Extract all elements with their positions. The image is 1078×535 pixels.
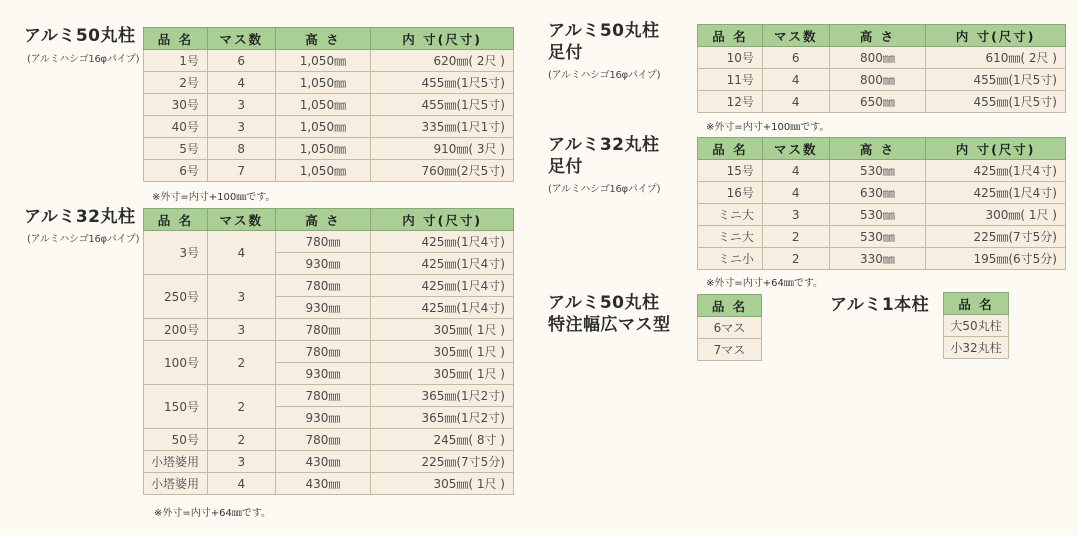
height-cell: 780㎜ [275,385,371,407]
section-title-single: アルミ1本柱 [830,295,930,315]
table-wide [697,294,762,361]
column-header: 品 名 [944,293,1009,315]
note-a32: ※外寸=内寸+64㎜です。 [154,508,272,519]
height-cell: 930㎜ [275,253,371,275]
table-row [698,339,762,361]
count-cell: 4 [762,182,829,204]
name-cell: 15号 [698,160,763,182]
note-a32ft: ※外寸=内寸+64㎜です。 [706,278,824,289]
name-cell: 6マス [698,317,762,339]
column-header: マス数 [207,209,275,231]
name-cell: 150号 [144,385,208,429]
inner-size-cell: 455㎜(1尺5寸) [371,94,514,116]
table-header-row [144,209,514,231]
inner-size-cell: 225㎜(7寸5分) [371,451,514,473]
column-header: 品 名 [144,28,208,50]
height-cell: 430㎜ [275,473,371,495]
table-row [144,50,514,72]
count-cell: 3 [207,116,275,138]
inner-size-cell: 335㎜(1尺1寸) [371,116,514,138]
name-cell: 200号 [144,319,208,341]
count-cell: 6 [207,50,275,72]
table-row [144,429,514,451]
table-row [698,160,1066,182]
table-row [698,226,1066,248]
name-cell: 250号 [144,275,208,319]
section-subtitle-a32ft: (アルミハシゴ16φパイプ) [548,184,661,195]
table-row [144,385,514,407]
section-title-a32: アルミ32丸柱 [24,207,136,227]
height-cell: 1,050㎜ [275,50,371,72]
count-cell: 4 [207,72,275,94]
table-a50ft [697,24,1066,113]
inner-size-cell: 425㎜(1尺4寸) [371,253,514,275]
section-title-wide-2: 特注幅広マス型 [548,315,671,335]
column-header: 高 さ [275,209,371,231]
name-cell: 100号 [144,341,208,385]
inner-size-cell: 910㎜( 3尺 ) [371,138,514,160]
inner-size-cell: 620㎜( 2尺 ) [371,50,514,72]
table-a50 [143,27,514,182]
section-subtitle-a50: (アルミハシゴ16φパイプ) [27,54,140,65]
column-header: 内 寸(尺寸) [371,28,514,50]
count-cell: 3 [207,451,275,473]
table-row [944,337,1009,359]
name-cell: 50号 [144,429,208,451]
column-header: 高 さ [829,25,926,47]
column-header: 高 さ [275,28,371,50]
count-cell: 7 [207,160,275,182]
count-cell: 4 [762,160,829,182]
inner-size-cell: 365㎜(1尺2寸) [371,407,514,429]
height-cell: 1,050㎜ [275,160,371,182]
name-cell: 5号 [144,138,208,160]
table-row [144,116,514,138]
inner-size-cell: 610㎜( 2尺 ) [926,47,1066,69]
height-cell: 800㎜ [829,69,926,91]
table-row [698,317,762,339]
height-cell: 1,050㎜ [275,94,371,116]
column-header: 内 寸(尺寸) [926,138,1066,160]
name-cell: 11号 [698,69,763,91]
table-row [144,160,514,182]
inner-size-cell: 305㎜( 1尺 ) [371,319,514,341]
section-title-a32ft: アルミ32丸柱 [548,135,660,155]
inner-size-cell: 455㎜(1尺5寸) [926,91,1066,113]
name-cell: ミニ大 [698,226,763,248]
section-title-wide: アルミ50丸柱 [548,293,660,313]
column-header: マス数 [762,138,829,160]
count-cell: 3 [762,204,829,226]
section-subtitle-a50ft: (アルミハシゴ16φパイプ) [548,70,661,81]
inner-size-cell: 425㎜(1尺4寸) [926,182,1066,204]
height-cell: 780㎜ [275,275,371,297]
column-header: マス数 [762,25,829,47]
height-cell: 930㎜ [275,363,371,385]
inner-size-cell: 760㎜(2尺5寸) [371,160,514,182]
table-single [943,292,1009,359]
name-cell: ミニ大 [698,204,763,226]
table-row [144,341,514,363]
column-header: 高 さ [829,138,926,160]
table-row [698,69,1066,91]
height-cell: 780㎜ [275,341,371,363]
column-header: マス数 [207,28,275,50]
name-cell: 6号 [144,160,208,182]
height-cell: 630㎜ [829,182,926,204]
table-row [144,94,514,116]
section-subtitle-a32: (アルミハシゴ16φパイプ) [27,234,140,245]
note-a50ft: ※外寸=内寸+100㎜です。 [706,122,830,133]
section-title-a32ft-2: 足付 [548,157,583,177]
height-cell: 780㎜ [275,231,371,253]
table-row [144,275,514,297]
name-cell: 40号 [144,116,208,138]
inner-size-cell: 365㎜(1尺2寸) [371,385,514,407]
inner-size-cell: 455㎜(1尺5寸) [926,69,1066,91]
name-cell: 30号 [144,94,208,116]
height-cell: 930㎜ [275,297,371,319]
table-row [144,72,514,94]
column-header: 内 寸(尺寸) [926,25,1066,47]
table-header-row [698,295,762,317]
column-header: 品 名 [698,295,762,317]
inner-size-cell: 455㎜(1尺5寸) [371,72,514,94]
table-header-row [698,138,1066,160]
height-cell: 1,050㎜ [275,72,371,94]
count-cell: 4 [207,473,275,495]
inner-size-cell: 245㎜( 8寸 ) [371,429,514,451]
table-row [144,138,514,160]
inner-size-cell: 425㎜(1尺4寸) [371,231,514,253]
table-a32 [143,208,514,495]
name-cell: 小塔婆用 [144,451,208,473]
inner-size-cell: 300㎜( 1尺 ) [926,204,1066,226]
count-cell: 2 [207,429,275,451]
column-header: 品 名 [144,209,208,231]
count-cell: 2 [762,248,829,270]
note-a50: ※外寸=内寸+100㎜です。 [152,192,276,203]
inner-size-cell: 425㎜(1尺4寸) [926,160,1066,182]
count-cell: 4 [762,69,829,91]
count-cell: 8 [207,138,275,160]
table-row [698,182,1066,204]
height-cell: 1,050㎜ [275,116,371,138]
inner-size-cell: 225㎜(7寸5分) [926,226,1066,248]
column-header: 品 名 [698,138,763,160]
height-cell: 780㎜ [275,319,371,341]
name-cell: 16号 [698,182,763,204]
height-cell: 650㎜ [829,91,926,113]
height-cell: 1,050㎜ [275,138,371,160]
section-title-a50ft-2: 足付 [548,43,583,63]
name-cell: 大50丸柱 [944,315,1009,337]
name-cell: 1号 [144,50,208,72]
inner-size-cell: 305㎜( 1尺 ) [371,341,514,363]
table-row [698,91,1066,113]
count-cell: 3 [207,275,275,319]
table-row [144,473,514,495]
table-row [698,47,1066,69]
name-cell: 2号 [144,72,208,94]
table-row [698,204,1066,226]
height-cell: 330㎜ [829,248,926,270]
table-a32ft [697,137,1066,270]
height-cell: 430㎜ [275,451,371,473]
table-header-row [144,28,514,50]
name-cell: ミニ小 [698,248,763,270]
name-cell: 3号 [144,231,208,275]
inner-size-cell: 425㎜(1尺4寸) [371,297,514,319]
count-cell: 4 [207,231,275,275]
table-header-row [944,293,1009,315]
name-cell: 10号 [698,47,763,69]
table-row [698,248,1066,270]
inner-size-cell: 425㎜(1尺4寸) [371,275,514,297]
table-header-row [698,25,1066,47]
height-cell: 530㎜ [829,160,926,182]
table-row [144,451,514,473]
count-cell: 2 [762,226,829,248]
name-cell: 12号 [698,91,763,113]
section-title-a50ft: アルミ50丸柱 [548,21,660,41]
table-row [144,231,514,253]
inner-size-cell: 305㎜( 1尺 ) [371,473,514,495]
count-cell: 6 [762,47,829,69]
height-cell: 800㎜ [829,47,926,69]
name-cell: 小32丸柱 [944,337,1009,359]
inner-size-cell: 195㎜(6寸5分) [926,248,1066,270]
count-cell: 2 [207,385,275,429]
name-cell: 7マス [698,339,762,361]
height-cell: 930㎜ [275,407,371,429]
height-cell: 780㎜ [275,429,371,451]
count-cell: 3 [207,94,275,116]
count-cell: 3 [207,319,275,341]
count-cell: 4 [762,91,829,113]
count-cell: 2 [207,341,275,385]
inner-size-cell: 305㎜( 1尺 ) [371,363,514,385]
name-cell: 小塔婆用 [144,473,208,495]
height-cell: 530㎜ [829,226,926,248]
column-header: 品 名 [698,25,763,47]
table-row [944,315,1009,337]
section-title-a50: アルミ50丸柱 [24,26,136,46]
column-header: 内 寸(尺寸) [371,209,514,231]
table-row [144,319,514,341]
height-cell: 530㎜ [829,204,926,226]
